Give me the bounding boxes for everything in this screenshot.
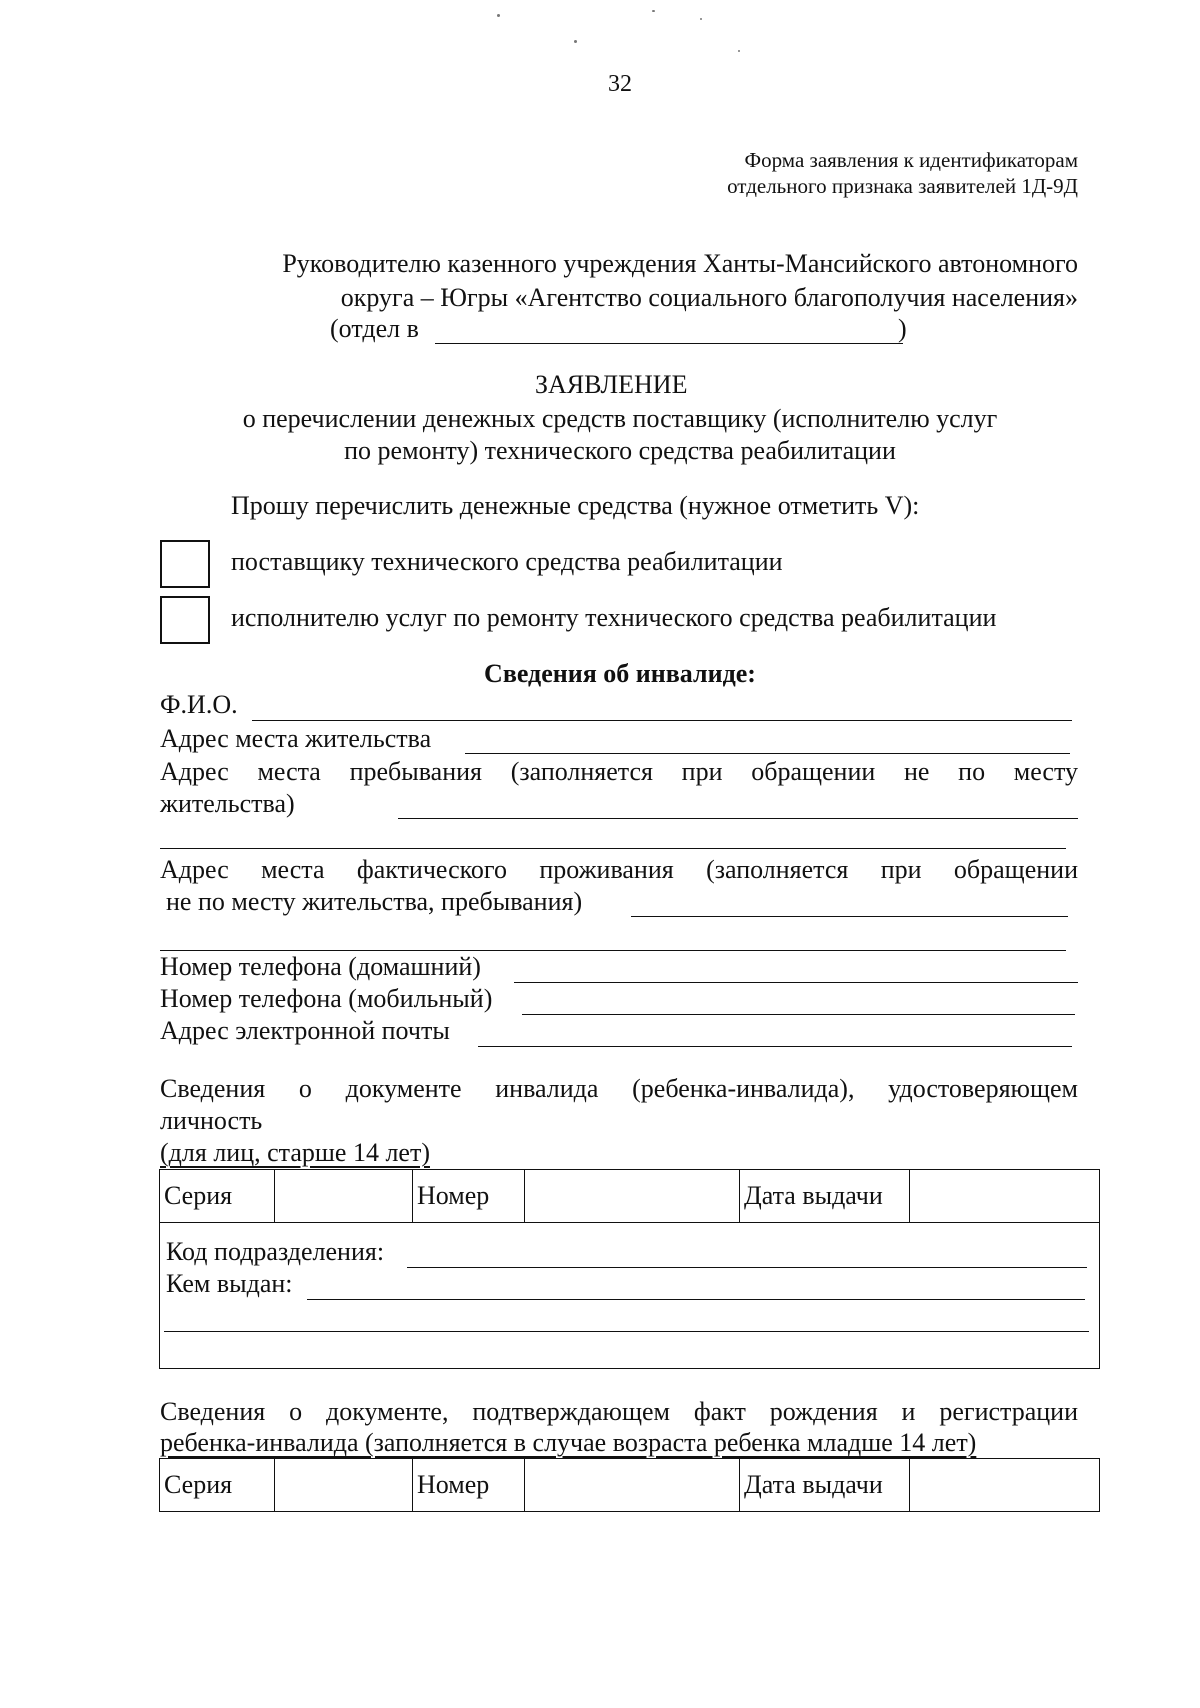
addressee-line1: Руководителю казенного учреждения Ханты-Мансийского автономного (282, 249, 1078, 278)
scan-speck (700, 18, 702, 20)
form-note-line2: отдельного признака заявителей 1Д-9Д (727, 174, 1078, 198)
document-subtitle-line1: о перечислении денежных средств поставщику (исполнителю услуг (242, 404, 998, 433)
issued-by-field-line1[interactable] (307, 1299, 1085, 1300)
birth-date-label: Дата выдачи (740, 1459, 910, 1512)
scan-speck (574, 40, 577, 43)
phone-mobile-label: Номер телефона (мобильный) (160, 984, 493, 1013)
stay-field-line1[interactable] (398, 818, 1078, 819)
actual-label-line2: не по месту жительства, пребывания) (166, 887, 583, 916)
identity-doc-details-row (160, 1223, 1100, 1369)
stay-label-line1: Адрес места пребывания (заполняется при обращении не по месту (160, 757, 1078, 786)
phone-home-field[interactable] (514, 982, 1078, 983)
department-prefix: (отдел в (330, 314, 419, 343)
supplier-checkbox[interactable] (160, 540, 210, 588)
division-code-field[interactable] (407, 1267, 1087, 1268)
identity-doc-heading-line3: (для лиц, старше 14 лет) (160, 1138, 430, 1167)
page-number: 32 (608, 71, 632, 97)
disabled-person-heading: Сведения об инвалиде: (484, 659, 756, 688)
repair-contractor-checkbox[interactable] (160, 596, 210, 644)
birth-date-field[interactable] (910, 1459, 1100, 1512)
scan-speck (738, 50, 740, 52)
residence-field[interactable] (465, 753, 1070, 754)
identity-doc-details-cell (160, 1223, 1100, 1369)
stay-label-line2: жительства) (160, 789, 295, 818)
birth-number-label: Номер (413, 1459, 525, 1512)
repair-option-label: исполнителю услуг по ремонту технического средства реабилитации (231, 603, 997, 632)
scan-speck (652, 10, 655, 12)
phone-home-label: Номер телефона (домашний) (160, 952, 481, 981)
addressee-line2: округа – Югры «Агентство социального благополучия населения» (340, 283, 1078, 312)
residence-label: Адрес места жительства (160, 724, 432, 753)
identity-doc-table (159, 1169, 1100, 1369)
birth-number-field[interactable] (525, 1459, 740, 1512)
actual-field-line2[interactable] (160, 950, 1066, 951)
phone-mobile-field[interactable] (522, 1014, 1075, 1015)
request-intro: Прошу перечислить денежные средства (нужное отметить V): (231, 491, 920, 520)
birth-doc-heading-line2: ребенка-инвалида (заполняется в случае возраста ребенка младше 14 лет) (160, 1428, 977, 1457)
document-subtitle-line2: по ремонту) технического средства реабилитации (344, 436, 896, 465)
form-note-line1: Форма заявления к идентификаторам (744, 148, 1078, 172)
department-suffix: ) (898, 314, 907, 343)
actual-field-line1[interactable] (631, 916, 1068, 917)
department-field[interactable] (435, 343, 903, 344)
identity-date-field[interactable] (910, 1170, 1100, 1223)
birth-doc-heading-line1: Сведения о документе, подтверждающем факт рождения и регистрации (160, 1397, 1078, 1426)
identity-doc-heading-line1: Сведения о документе инвалида (ребенка-инвалида), удостоверяющем (160, 1074, 1078, 1103)
identity-number-label: Номер (413, 1170, 525, 1223)
email-field[interactable] (478, 1046, 1072, 1047)
identity-doc-row (160, 1170, 1100, 1223)
identity-doc-heading-line2: личность (160, 1106, 263, 1135)
birth-doc-table (159, 1458, 1100, 1512)
identity-date-label: Дата выдачи (740, 1170, 910, 1223)
actual-label-line1: Адрес места фактического проживания (заполняется при обращении (160, 855, 1078, 884)
identity-number-field[interactable] (525, 1170, 740, 1223)
identity-series-field[interactable] (275, 1170, 413, 1223)
fio-field[interactable] (252, 720, 1072, 721)
scan-speck (497, 14, 500, 17)
birth-series-label: Серия (160, 1459, 275, 1512)
division-code-label: Код подразделения: (166, 1237, 385, 1266)
stay-field-line2[interactable] (160, 848, 1066, 849)
identity-series-label: Серия (160, 1170, 275, 1223)
issued-by-label: Кем выдан: (166, 1269, 293, 1298)
issued-by-field-line2[interactable] (164, 1331, 1089, 1332)
email-label: Адрес электронной почты (160, 1016, 450, 1045)
document-title: ЗАЯВЛЕНИЕ (535, 370, 688, 399)
supplier-option-label: поставщику технического средства реабилитации (231, 547, 783, 576)
birth-doc-row (160, 1459, 1100, 1512)
fio-label: Ф.И.О. (160, 690, 238, 719)
birth-series-field[interactable] (275, 1459, 413, 1512)
